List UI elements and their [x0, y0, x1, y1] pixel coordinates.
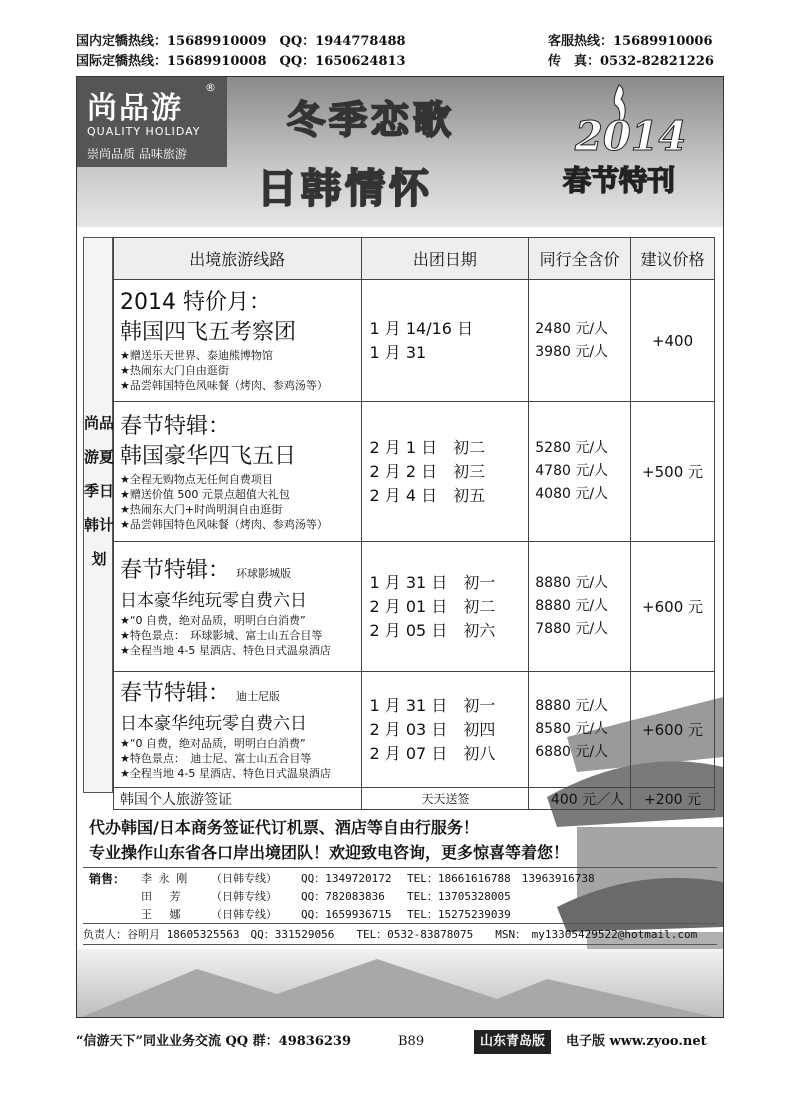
route-note: ★特色景点： 迪士尼、富士山五合目等: [120, 751, 312, 765]
route-title-text: 春节特辑：: [120, 680, 231, 706]
route-name: 日本豪华纯玩零自费六日: [120, 590, 307, 611]
logo-slogan: 崇尚品质 品味旅游: [87, 147, 187, 161]
logo-english: QUALITY HOLIDAY: [87, 125, 201, 138]
route-name: 韩国四飞五考察团: [120, 320, 297, 345]
route-note: ★热闹东大门自由逛街: [120, 364, 229, 377]
route-note: ★热闹东大门+时尚明洞自由逛街: [120, 502, 283, 516]
table-row: [114, 402, 715, 542]
route-title: 春节特辑：: [120, 413, 231, 439]
spring-festival-special: 春节特刊: [563, 164, 676, 197]
date-cell: [361, 672, 529, 788]
sales-label: 销售：: [89, 872, 126, 886]
date-line: 2 月 2 日 初三: [369, 461, 486, 481]
route-name: 韩国豪华四飞五日: [120, 443, 297, 469]
route-cell: [114, 672, 362, 788]
sales-role: （日韩专线）: [211, 872, 277, 885]
price-line: 6880 元/人: [535, 744, 609, 760]
date-cell: [361, 542, 529, 672]
fax-number: 传 真：0532-82821226: [548, 54, 714, 69]
sales-name: 王 娜: [141, 908, 181, 921]
route-cell: [114, 280, 362, 402]
logo: [77, 77, 227, 167]
price-line: 2480 元/人: [535, 320, 609, 337]
notice-line: 专业操作山东省各口岸出境团队！欢迎致电咨询，更多惊喜等着您！: [89, 843, 570, 862]
table-row: [114, 280, 715, 402]
date-line: 2 月 07 日 初八: [369, 743, 496, 763]
side-label-box: [83, 237, 113, 793]
date-line: 1 月 31 日 初一: [369, 695, 496, 715]
visa-price: 400 元／人: [529, 788, 631, 810]
sales-tel: TEL：18661616788 13963916738: [407, 872, 595, 885]
visa-date: 天天送签: [361, 788, 529, 810]
suggest-cell: +400: [631, 280, 715, 402]
route-note: ★全程当地 4-5 星酒店、特色日式温泉酒店: [120, 643, 331, 657]
route-edition-tag: 环球影城版: [236, 566, 292, 580]
date-cell: [361, 280, 529, 402]
col-price: 同行全含价: [529, 238, 631, 280]
route-cell: [114, 542, 362, 672]
date-line: 2 月 03 日 初四: [369, 719, 496, 739]
sales-tel: TEL：13705328005: [407, 890, 511, 903]
background-scene: [77, 949, 723, 1018]
visa-route: 韩国个人旅游签证: [114, 788, 362, 810]
notice-line: 代办韩国/日本商务签证代订机票、酒店等自由行服务！: [89, 818, 479, 837]
banner: [77, 77, 723, 227]
table-row: [114, 542, 715, 672]
price-cell: [529, 280, 631, 402]
price-line: 4080 元/人: [535, 486, 609, 502]
col-date: 出团日期: [361, 238, 529, 280]
service-hotline-block: [548, 32, 714, 72]
date-line: 2 月 01 日 初二: [369, 596, 496, 616]
price-line: 8880 元/人: [535, 698, 609, 714]
website-link[interactable]: 电子版 www.zyoo.net: [566, 1034, 707, 1049]
page-number: B89: [398, 1034, 425, 1049]
date-line: 1 月 31 日 初一: [369, 572, 496, 592]
date-line: 1 月 31: [369, 342, 427, 362]
table-header-row: [114, 238, 715, 280]
price-line: 5280 元/人: [535, 440, 609, 456]
price-line: 7880 元/人: [535, 621, 609, 637]
service-hotline: 客服热线：15689910006: [548, 34, 713, 49]
date-line: 2 月 4 日 初五: [369, 485, 486, 505]
price-line: 8880 元/人: [535, 575, 609, 591]
price-line: 8880 元/人: [535, 598, 609, 614]
route-note: ★“0 自费，绝对品质，明明白白消费”: [120, 736, 306, 750]
suggest-cell: +600 元: [631, 672, 715, 788]
price-line: 3980 元/人: [535, 343, 609, 360]
sales-name: 李 永 刚: [141, 872, 188, 885]
date-cell: [361, 402, 529, 542]
suggest-cell: +600 元: [631, 542, 715, 672]
suggest-cell: +500 元: [631, 402, 715, 542]
route-title-text: 春节特辑：: [120, 557, 231, 583]
route-note: ★全程当地 4-5 星酒店、特色日式温泉酒店: [120, 766, 331, 780]
sales-qq: QQ：1349720172: [301, 872, 392, 885]
price-cell: [529, 542, 631, 672]
route-title: 2014 特价月：: [120, 290, 271, 315]
route-note: ★赠送乐天世界、泰迪熊博物馆: [120, 349, 273, 362]
sales-tel: TEL：15275239039: [407, 908, 511, 921]
side-label: 尚品游夏季日韩计划: [84, 414, 115, 568]
price-cell: [529, 402, 631, 542]
sales-role: （日韩专线）: [211, 908, 277, 921]
date-line: 2 月 1 日 初二: [369, 437, 486, 457]
sales-qq: QQ：1659936715: [301, 908, 392, 921]
banner-title-japan-korea: 日韩情怀: [257, 166, 433, 212]
tour-table: [113, 237, 715, 810]
route-note: ★全程无购物点无任何自费项目: [120, 472, 273, 486]
price-line: 8580 元/人: [535, 721, 609, 737]
route-title: [120, 679, 355, 712]
year-2014: 2014: [575, 113, 687, 160]
international-hotline: 国际定犞热线：15689910008 QQ：1650624813: [76, 54, 406, 69]
logo-text: 尚品游: [87, 91, 183, 126]
date-line: 1 月 14/16 日: [369, 318, 474, 338]
route-note: ★“0 自费，绝对品质，明明白白消费”: [120, 613, 306, 627]
service-notice: [83, 815, 717, 865]
visa-row: [114, 788, 715, 810]
mountain-illustration: [77, 949, 723, 1018]
price-line: 4780 元/人: [535, 463, 609, 479]
domestic-hotline-block: [76, 32, 406, 72]
edition-tag: 山东青岛版: [474, 1030, 551, 1054]
sales-role: （日韩专线）: [211, 890, 277, 903]
date-line: 2 月 05 日 初六: [369, 620, 496, 640]
sales-qq: QQ：782083836: [301, 890, 385, 903]
route-name: 日本豪华纯玩零自费六日: [120, 713, 307, 734]
registered-mark: ®: [205, 81, 216, 94]
table-row: [114, 672, 715, 788]
banner-title-winter: 冬季恋歌: [287, 98, 456, 142]
col-suggest: 建议价格: [631, 238, 715, 280]
visa-suggest: +200 元: [631, 788, 715, 810]
route-note: ★品尝韩国特色风味餐（烤肉、参鸡汤等）: [120, 517, 328, 531]
route-note: ★品尝韩国特色风味餐（烤肉、参鸡汤等）: [120, 379, 328, 392]
route-note: ★特色景点： 环球影城、富士山五合目等: [120, 628, 323, 642]
route-cell: [114, 402, 362, 542]
price-cell: [529, 672, 631, 788]
route-edition-tag: 迪士尼版: [236, 689, 281, 703]
sales-name: 田 芳: [141, 890, 181, 903]
flyer-frame: [76, 76, 724, 1018]
col-route: 出境旅游线路: [114, 238, 362, 280]
footer-qq-group: “信游天下”同业业务交流 QQ 群：49836239: [76, 1034, 352, 1049]
domestic-hotline: 国内定犞热线：15689910009 QQ：1944778488: [76, 34, 406, 49]
manager-contact: 负责人：谷明月 18605325563 QQ：331529056 TEL：0532-83878075 MSN： my13305429522@hotmail.com: [83, 923, 717, 945]
route-note: ★赠送价值 500 元景点超值大礼包: [120, 487, 290, 501]
route-title: [120, 556, 355, 589]
